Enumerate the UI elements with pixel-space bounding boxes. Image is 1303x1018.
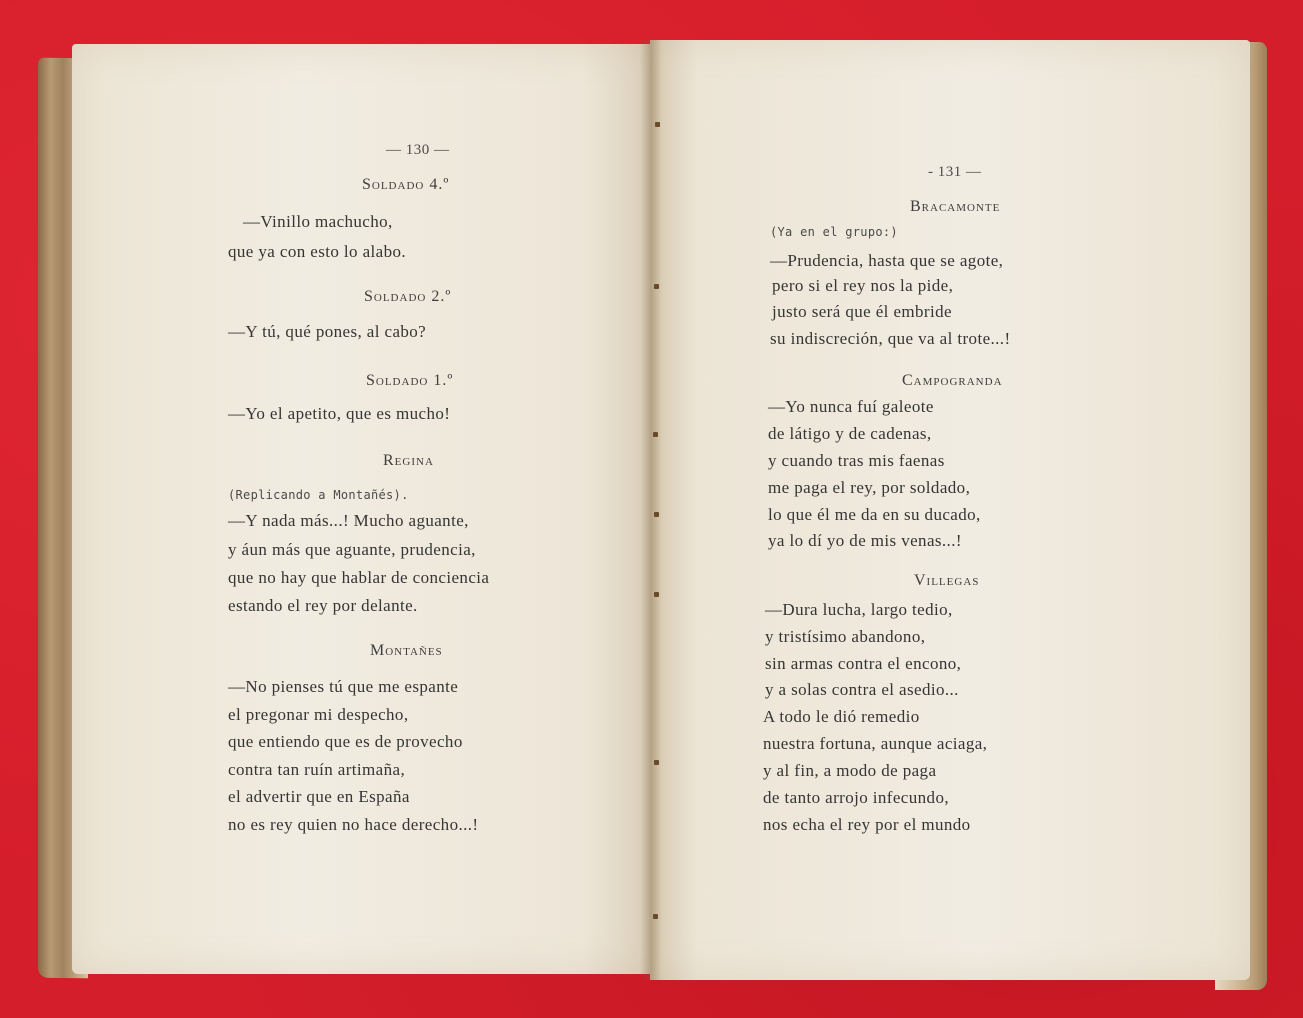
verse-line: —No pienses tú que me espante: [228, 677, 459, 696]
verse-line: justo será que él embride: [772, 302, 952, 321]
speaker-name: Soldado 1.º: [366, 372, 454, 389]
verse-line: —Prudencia, hasta que se agote,: [770, 251, 1004, 270]
stage-direction: (Replicando a Montañés).: [228, 488, 409, 502]
stage-direction: (Ya en el grupo:): [770, 225, 898, 239]
verse-line: que ya con esto lo alabo.: [228, 242, 407, 261]
speaker-name: Bracamonte: [910, 198, 1001, 215]
speaker-name: Soldado 2.º: [364, 288, 452, 305]
verse-line: que entiendo que es de provecho: [228, 732, 463, 751]
verse-line: —Y nada más...! Mucho aguante,: [228, 511, 469, 530]
binding-stitch: [653, 914, 658, 919]
verse-line: ya lo dí yo de mis venas...!: [768, 531, 962, 550]
verse-line: contra tan ruín artimaña,: [228, 760, 406, 779]
verse-line: y al fin, a modo de paga: [763, 761, 937, 780]
binding-stitch: [654, 592, 659, 597]
verse-line: el pregonar mi despecho,: [228, 705, 409, 724]
speaker-name: Campogranda: [902, 372, 1003, 389]
speaker-name: Regina: [383, 452, 434, 469]
verse-line: de látigo y de cadenas,: [768, 424, 932, 443]
verse-line: —Vinillo machucho,: [243, 212, 393, 231]
verse-line: no es rey quien no hace derecho...!: [228, 815, 479, 834]
right-page-number: - 131 —: [928, 164, 982, 180]
verse-line: —Dura lucha, largo tedio,: [765, 600, 953, 619]
left-page-number: — 130 —: [386, 142, 450, 158]
verse-line: —Yo el apetito, que es mucho!: [228, 404, 451, 423]
verse-line: A todo le dió remedio: [763, 707, 920, 726]
binding-stitch: [654, 760, 659, 765]
verse-line: y tristísimo abandono,: [765, 627, 926, 646]
verse-line: —Y tú, qué pones, al cabo?: [228, 322, 427, 341]
verse-line: y a solas contra el asedio...: [765, 680, 959, 699]
verse-line: pero si el rey nos la pide,: [772, 276, 954, 295]
verse-line: y áun más que aguante, prudencia,: [228, 540, 476, 559]
verse-line: que no hay que hablar de conciencia: [228, 568, 490, 587]
book-gutter: [640, 40, 662, 980]
binding-stitch: [655, 122, 660, 127]
verse-line: nos echa el rey por el mundo: [763, 815, 971, 834]
verse-line: su indiscreción, que va al trote...!: [770, 329, 1011, 348]
speaker-name: Villegas: [914, 572, 980, 589]
verse-line: me paga el rey, por soldado,: [768, 478, 971, 497]
binding-stitch: [653, 432, 658, 437]
verse-line: el advertir que en España: [228, 787, 410, 806]
verse-line: —Yo nunca fuí galeote: [768, 397, 934, 416]
verse-line: de tanto arrojo infecundo,: [763, 788, 950, 807]
verse-line: lo que él me da en su ducado,: [768, 505, 981, 524]
verse-line: sin armas contra el encono,: [765, 654, 962, 673]
verse-line: estando el rey por delante.: [228, 596, 418, 615]
verse-line: y cuando tras mis faenas: [768, 451, 945, 470]
speaker-name: Montañes: [370, 642, 443, 659]
binding-stitch: [654, 284, 659, 289]
binding-stitch: [654, 512, 659, 517]
verse-line: nuestra fortuna, aunque aciaga,: [763, 734, 988, 753]
speaker-name: Soldado 4.º: [362, 176, 450, 193]
